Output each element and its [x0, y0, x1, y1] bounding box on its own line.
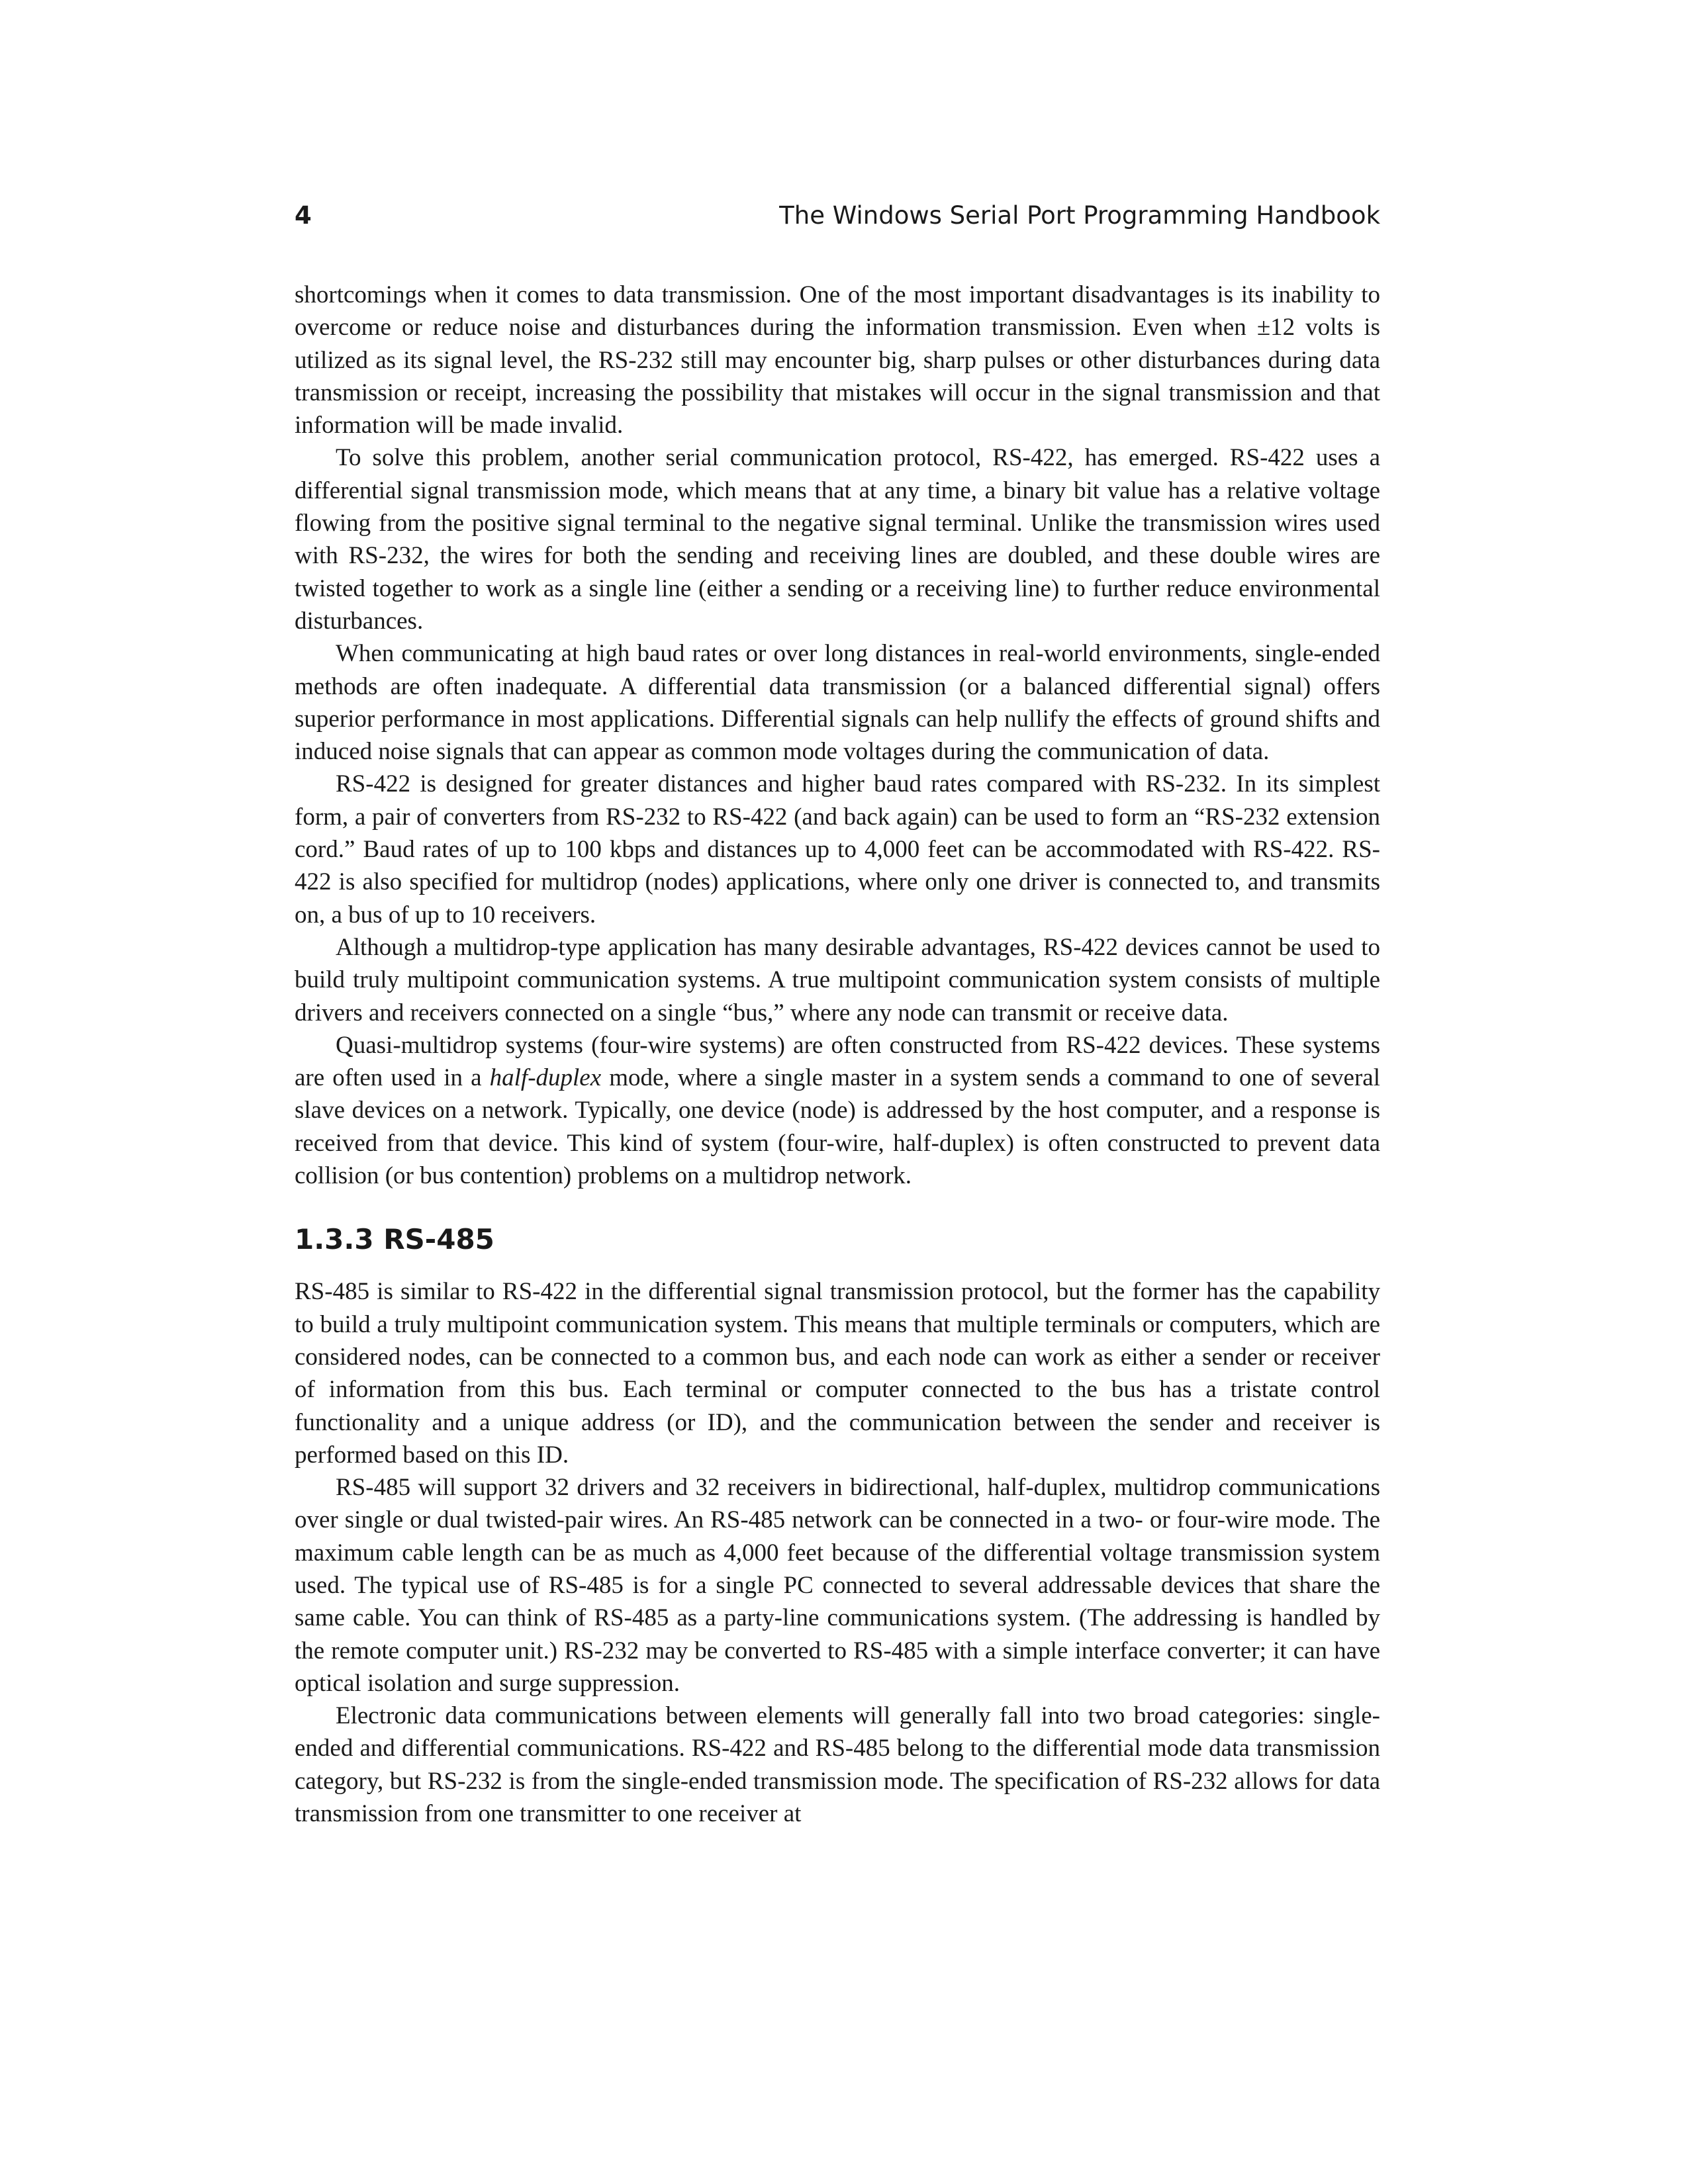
paragraph-rs485-intro: RS-485 is similar to RS-422 in the differential signal transmission protocol, but the former has the capability to build a truly multipoint communication system. This means that multiple terminals or computers, which are considered nodes, can be connected to a common bus, and each node can work as either a sender or receiver of information from this bus. Each terminal or computer connected to the bus has a tristate control functionality and a unique address (or ID), and the communication between the sender and receiver is performed based on this ID.	[295, 1278, 1380, 1469]
paragraph-electronic-data: Electronic data communications between elements will generally fall into two broad categories: single-ended and differential communications. RS-422 and RS-485 belong to the differential mode data transmission category, but RS-232 is from the single-ended transmission mode. The specification of RS-232 allows for data transmission from one transmitter to one receiver at	[295, 1702, 1380, 1828]
running-header	[295, 196, 1380, 236]
quasi-text-before: Quasi-multidrop systems (four-wire systems) are often constructed from RS-422 devices. These systems are often used in a	[295, 1031, 1380, 1092]
paragraph-rs422-intro: To solve this problem, another serial communication protocol, RS-422, has emerged. RS-422 uses a differential signal transmission mode, which means that at any time, a binary bit value has a relative voltage flowing from the positive signal terminal to the negative signal terminal. Unlike the transmission wires used with RS-232, the wires for both the sending and receiving lines are doubled, and these double wires are twisted together to work as a single line (either a sending or a receiving line) to further reduce environmental disturbances.	[295, 444, 1380, 635]
page-number: 4	[295, 201, 312, 230]
body-text	[295, 279, 1380, 1830]
paragraph-shortcomings: shortcomings when it comes to data transmission. One of the most important disadvantages is its inability to overcome or reduce noise and disturbances during the information transmission. Even when ±12 volts is utilized as its signal level, the RS-232 still may encounter big, sharp pulses or other disturbances during data transmission or receipt, increasing the possibility that mistakes will occur in the signal transmission and that information will be made invalid.	[295, 281, 1380, 439]
running-title: The Windows Serial Port Programming Handbook	[779, 201, 1380, 230]
section-heading-rs485: 1.3.3 RS-485	[295, 1223, 494, 1256]
half-duplex-emphasis: half-duplex	[489, 1064, 602, 1092]
paragraph-differential-signals: When communicating at high baud rates or over long distances in real-world environments, single-ended methods are often inadequate. A differential data transmission (or a balanced differential signal) offers superior performance in most applications. Differential signals can help nullify the effects of ground shifts and induced noise signals that can appear as common mode voltages during the communication of data.	[295, 640, 1380, 766]
paragraph-quasi-multidrop	[295, 1029, 1380, 1192]
paragraph-multidrop: Although a multidrop-type application has many desirable advantages, RS-422 devices cannot be used to build truly multipoint communication systems. A true multipoint communication system consists of multiple drivers and receivers connected on a single “bus,” where any node can transmit or receive data.	[295, 933, 1380, 1026]
paragraph-rs422-distances: RS-422 is designed for greater distances and higher baud rates compared with RS-232. In its simplest form, a pair of converters from RS-232 to RS-422 (and back again) can be used to form an “RS-232 extension cord.” Baud rates of up to 100 kbps and distances up to 4,000 feet can be accommodated with RS-422. RS-422 is also specified for multidrop (nodes) applications, where only one driver is connected to, and transmits on, a bus of up to 10 receivers.	[295, 770, 1380, 929]
paragraph-rs485-support: RS-485 will support 32 drivers and 32 receivers in bidirectional, half-duplex, multidrop communications over single or dual twisted-pair wires. An RS-485 network can be connected in a two- or four-wire mode. The maximum cable length can be as much as 4,000 feet because of the differential voltage transmission system used. The typical use of RS-485 is for a single PC connected to several addressable devices that share the same cable. You can think of RS-485 as a party-line communications system. (The addressing is handled by the remote computer unit.) RS-232 may be converted to RS-485 with a simple interface converter; it can have optical isolation and surge suppression.	[295, 1474, 1380, 1697]
quasi-text-after: mode, where a single master in a system sends a command to one of several slave devices on a network. Typically, one device (node) is addressed by the host computer, and a response is received from that device. This kind of system (four-wire, half-duplex) is often constructed to prevent data collision (or bus contention) problems on a multidrop network.	[295, 1064, 1380, 1190]
